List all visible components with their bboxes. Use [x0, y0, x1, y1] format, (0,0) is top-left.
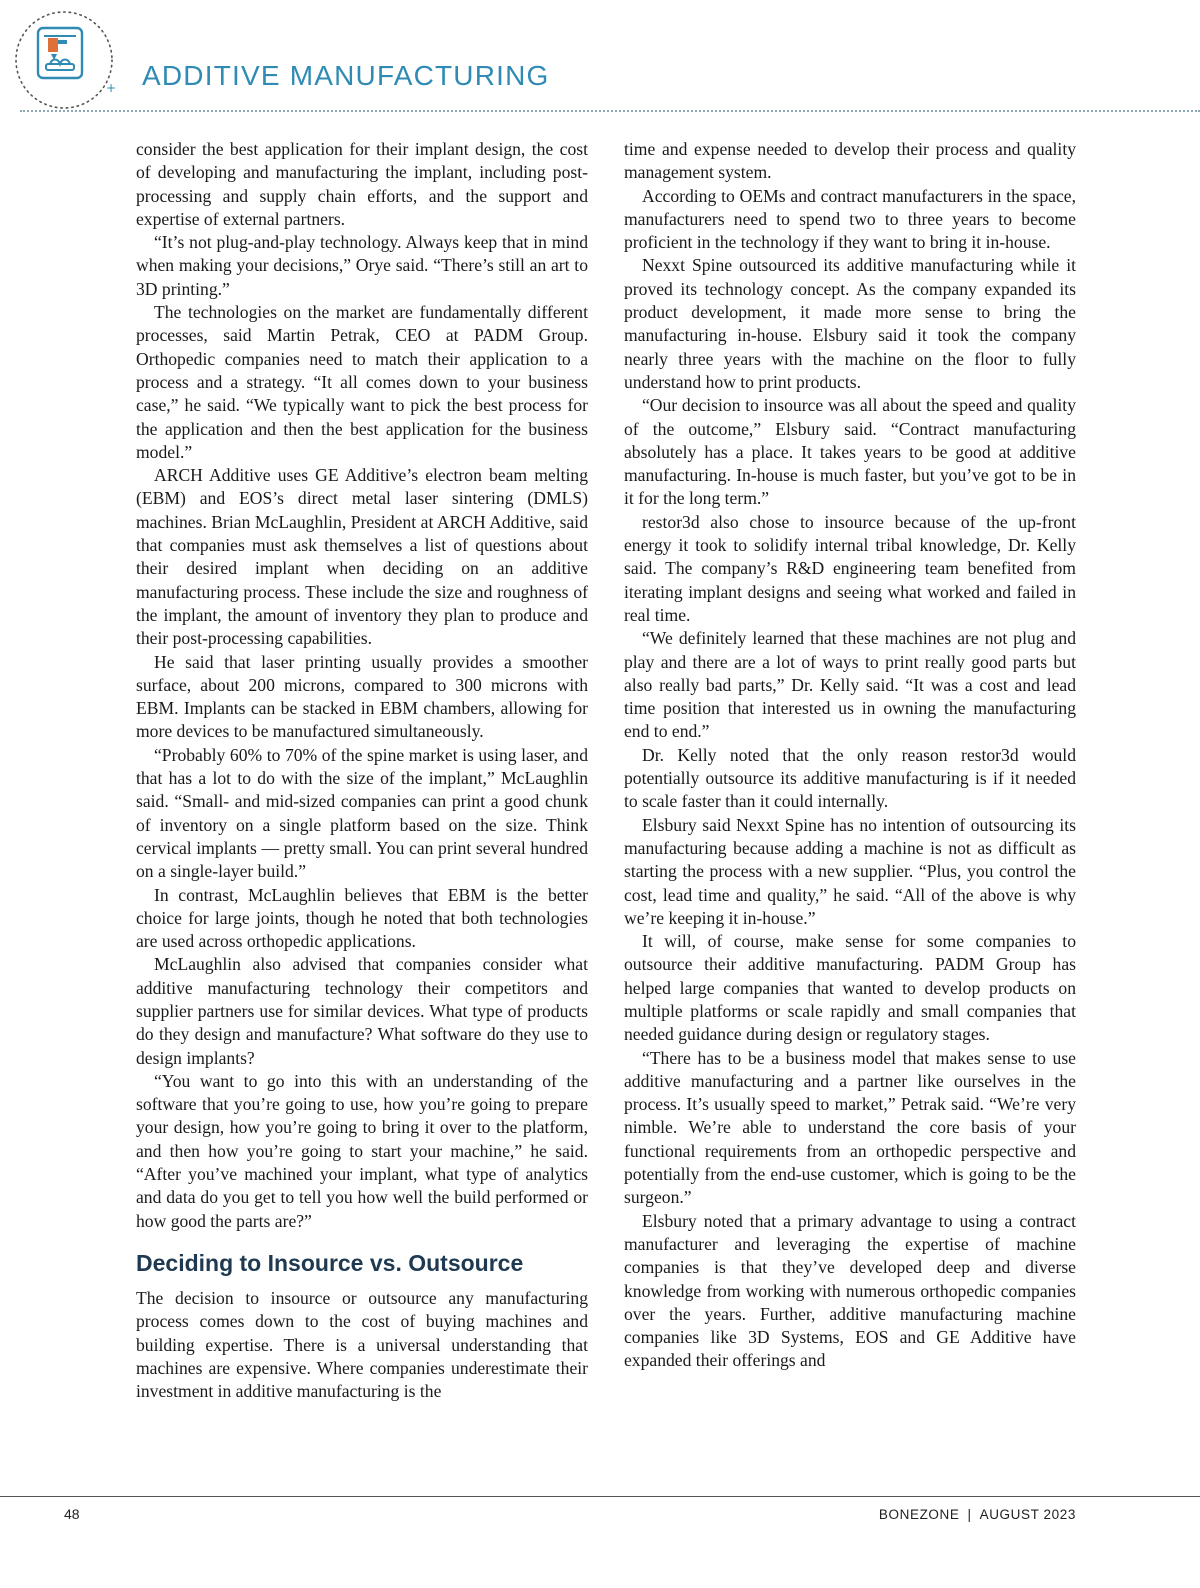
page-number: 48	[64, 1506, 80, 1522]
paragraph: The technologies on the market are fundamentally different processes, said Martin Petrak, CEO at PADM Group. Orthopedic companies need to match their application to a process and a strategy. “It all comes down to your business case,” he said. “We typically want to pick the best process for the application and then the best application for the business model.”	[136, 302, 588, 462]
footer-divider	[0, 1496, 1200, 1497]
header-divider	[20, 110, 1200, 112]
paragraph: In contrast, McLaughlin believes that EBM is the better choice for large joints, though he noted that both technologies are used across orthopedic applications.	[136, 884, 588, 952]
paragraph: consider the best application for their implant design, the cost of developing and manufacturing the implant, including post-processing and supply chain efforts, and the support and expertise of external partners.	[136, 139, 588, 229]
paragraph: Nexxt Spine outsourced its additive manufacturing while it proved its technology concept. As the company expanded its product development, it made more sense to bring the manufacturing in-house. Elsbury said it took the company nearly three years with the machine on the floor to fully understand how to print products.	[624, 255, 1076, 392]
paragraph: restor3d also chose to insource because of the up-front energy it took to solidify internal tribal knowledge, Dr. Kelly said. The company’s R&D engineering team benefited from iterating implant designs and seeing what worked and failed in real time.	[624, 511, 1076, 625]
paragraph: Dr. Kelly noted that the only reason restor3d would potentially outsource its additive manufacturing is if it needed to scale faster than it could internally.	[624, 744, 1076, 812]
paragraph: According to OEMs and contract manufacturers in the space, manufacturers need to spend two to three years to become proficient in the technology if they want to bring it in-house.	[624, 185, 1076, 253]
paragraph: McLaughlin also advised that companies consider what additive manufacturing technology their competitors and supplier partners use for similar devices. What type of products do they design and manufacture? What software do they use to design implants?	[136, 954, 588, 1068]
paragraph: “Probably 60% to 70% of the spine market is using laser, and that has a lot to do with the size of the implant,” McLaughlin said. “Small- and mid-sized companies can print a good chunk of inventory on a single platform based on the size. Think cervical implants — pretty small. You can print several hundred on a single-layer build.”	[136, 744, 588, 882]
paragraph: “Our decision to insource was all about the speed and quality of the outcome,” Elsbury said. “Contract manufacturing absolutely has a place. It takes years to be good at additive manufacturing. In-house is much faster, but you’ve got to be in it for the long term.”	[624, 395, 1076, 509]
section-label: ADDITIVE MANUFACTURING	[142, 60, 550, 91]
paragraph: “It’s not plug-and-play technology. Always keep that in mind when making your decisions,” Orye said. “There’s still an art to 3D printing.”	[136, 232, 588, 299]
paragraph: It will, of course, make sense for some companies to outsource their additive manufacturing. PADM Group has helped large companies that wanted to develop products on multiple platforms or scale rapidly and small companies that needed guidance during design or regulatory stages.	[624, 931, 1076, 1045]
footer-separator: |	[967, 1507, 972, 1522]
3d-printer-icon	[14, 10, 118, 114]
publication-name: BONEZONE	[878, 1507, 960, 1522]
article-column-left	[136, 138, 588, 1403]
paragraph: “We definitely learned that these machines are not plug and play and there are a lot of ways to print really good parts but also really bad parts,” Dr. Kelly said. “It was a cost and lead time position that interested us in owning the manufacturing end to end.”	[624, 628, 1076, 742]
publication-footer	[879, 1507, 1076, 1522]
paragraph: time and expense needed to develop their process and quality management system.	[624, 139, 1076, 183]
paragraph: ARCH Additive uses GE Additive’s electron beam melting (EBM) and EOS’s direct metal laser sintering (DMLS) machines. Brian McLaughlin, President at ARCH Additive, said that companies must ask themselves a list of questions about their desired implant when deciding on an additive manufacturing process. These include the size and roughness of the implant, the amount of inventory they plan to produce and their post-processing capabilities.	[136, 465, 588, 649]
paragraph: He said that laser printing usually provides a smoother surface, about 200 microns, compared to 300 microns with EBM. Implants can be stacked in EBM chambers, allowing for more devices to be manufactured simultaneously.	[136, 651, 588, 742]
paragraph: “You want to go into this with an understanding of the software that you’re going to use, how you’re going to prepare your design, how you’re going to bring it over to the platform, and then how you’re going to start your machine,” he said. “After you’ve machined your implant, what type of analytics and data do you get to tell you how well the build performed or how good the parts are?”	[136, 1070, 588, 1231]
paragraph: The decision to insource or outsource any manufacturing process comes down to the cost of buying machines and building expertise. There is a universal understanding that machines are expensive. Where companies underestimate their investment in additive manufacturing is the	[136, 1287, 588, 1402]
svg-text:+: +	[106, 81, 117, 95]
paragraph: Elsbury noted that a primary advantage to using a contract manufacturer and leveraging the expertise of machine companies is that they’ve developed deep and diverse knowledge from working with numerous orthopedic companies over the years. Further, additive manufacturing machine companies like 3D Systems, EOS and GE Additive have expanded their offerings and	[624, 1210, 1076, 1371]
paragraph: Elsbury said Nexxt Spine has no intention of outsourcing its manufacturing because adding a machine is not as difficult as starting the process with a new supplier. “Plus, you control the cost, lead time and quality,” he said. “All of the above is why we’re keeping it in-house.”	[624, 814, 1076, 928]
issue-date: AUGUST 2023	[979, 1507, 1076, 1522]
section-subheading: Deciding to Insource vs. Outsource	[136, 1249, 524, 1276]
section-badge	[14, 10, 118, 114]
paragraph: “There has to be a business model that makes sense to use additive manufacturing and a partner like ourselves in the process. It’s usually speed to market,” Petrak said. “We’re very nimble. We’re able to understand the core basis of your functional requirements from an orthopedic perspective and potentially from the end-use customer, which is going to be the surgeon.”	[624, 1047, 1076, 1208]
article-column-right	[624, 138, 1076, 1373]
